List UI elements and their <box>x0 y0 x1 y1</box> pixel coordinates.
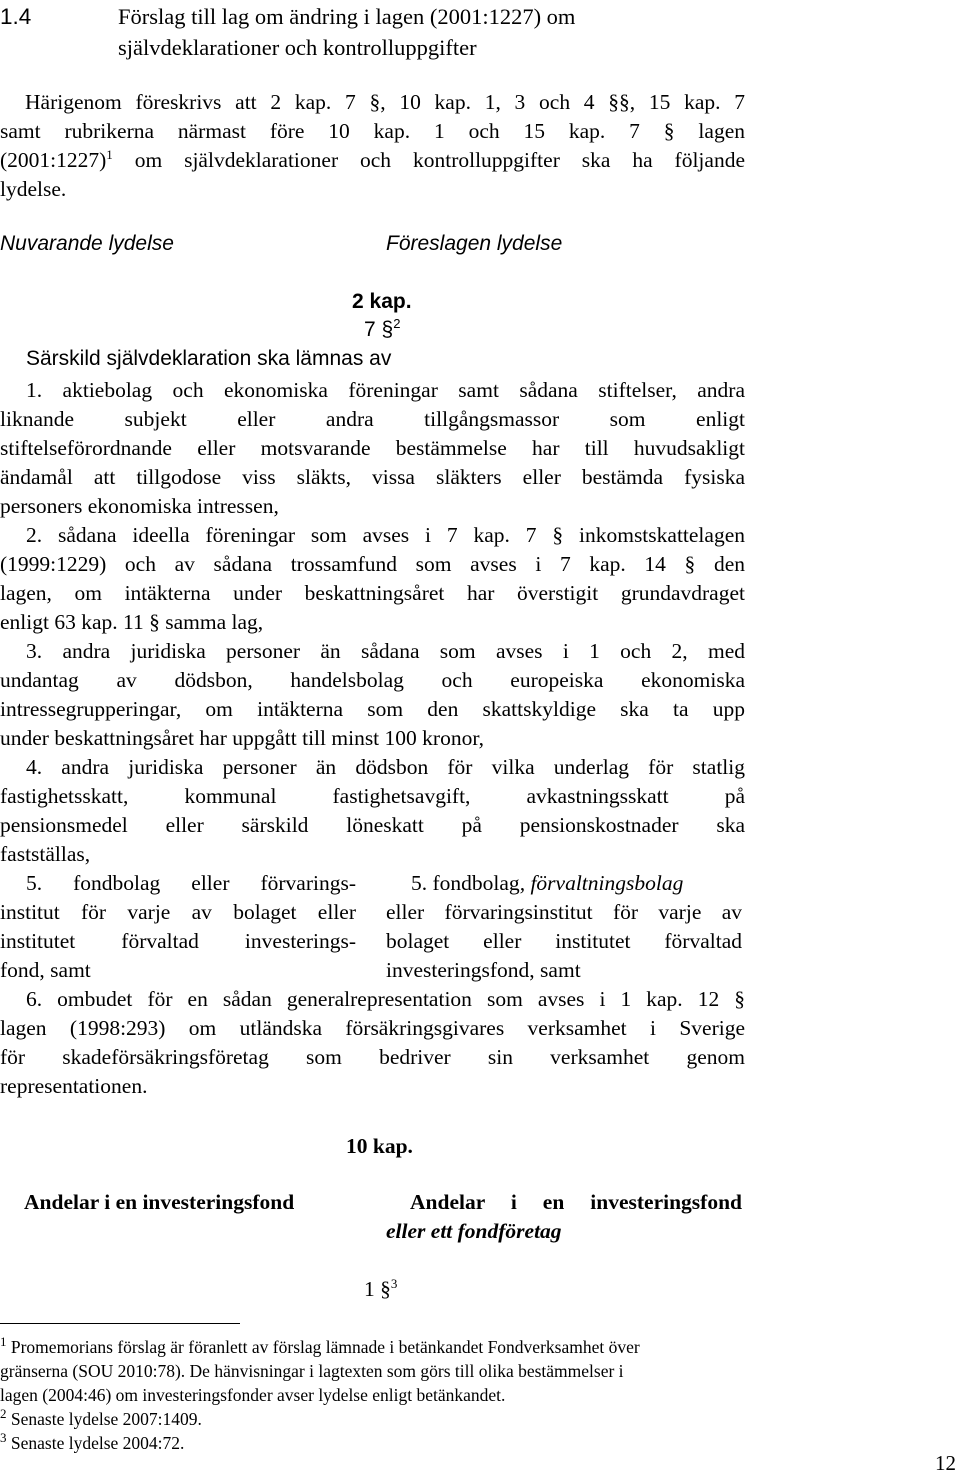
item4-line1: 4. andra juridiska personer än dödsbon för vilka underlag för statlig <box>26 755 745 779</box>
item5-current-line1: 5. fondbolag eller förvarings- <box>26 871 356 895</box>
item1-line2: liknande subjekt eller andra tillgångsmassor som enligt <box>0 407 745 431</box>
intro-line2: samt rubrikerna närmast före 10 kap. 1 och 15 kap. 7 § lagen <box>0 119 745 143</box>
footnote-ref-1: 1 <box>106 146 113 162</box>
item2-line1: 2. sådana ideella föreningar som avses i 7 kap. 7 § inkomstskattelagen <box>26 523 745 547</box>
item5-current-line2: institut för varje av bolaget eller <box>0 900 356 924</box>
item1-line5: personers ekonomiska intressen, <box>0 494 279 518</box>
footnote-3-text: Senaste lydelse 2004:72. <box>6 1433 185 1453</box>
chapter-10-heading: 10 kap. <box>346 1134 413 1158</box>
chapter-10-proposed-title-line1: Andelar i en investeringsfond <box>410 1190 742 1214</box>
item6-line3: för skadeförsäkringsföretag som bedriver sin verksamhet genom <box>0 1045 745 1069</box>
footnote-1-line1 <box>0 1336 640 1358</box>
intro-line4: lydelse. <box>0 177 67 201</box>
intro-line1: Härigenom föreskrivs att 2 kap. 7 §, 10 kap. 1, 3 och 4 §§, 15 kap. 7 <box>25 90 745 114</box>
footnote-1-line3: lagen (2004:46) om investeringsfonder avser lydelse enligt betänkandet. <box>0 1385 506 1405</box>
section-number: 1.4 <box>0 4 32 29</box>
chapter-10-current-title: Andelar i en investeringsfond <box>24 1190 295 1214</box>
item6-line4: representationen. <box>0 1074 148 1098</box>
paragraph-number: 7 § <box>364 318 394 341</box>
intro-line3 <box>0 146 745 175</box>
item3-line4: under beskattningsåret har uppgått till minst 100 kronor, <box>0 726 484 750</box>
item4-line3: pensionsmedel eller särskild löneskatt på pensionskostnader ska <box>0 813 745 837</box>
column-header-current: Nuvarande lydelse <box>0 232 174 255</box>
item1-line3: stiftelseförordnande eller motsvarande bestämmelse har till huvudsakligt <box>0 436 745 460</box>
item3-line1: 3. andra juridiska personer än sådana som avses i 1 och 2, med <box>26 639 745 663</box>
paragraph-number: 1 § <box>364 1277 391 1301</box>
item5-proposed-text: 5. fondbolag <box>411 871 520 895</box>
item2-line3: lagen, om intäkterna under beskattningsåret har överstigit grundavdraget <box>0 581 745 605</box>
item5-proposed-line4: investeringsfond, samt <box>386 958 581 982</box>
item2-line4: enligt 63 kap. 11 § samma lag, <box>0 610 264 634</box>
footnote-ref-3: 3 <box>390 1275 398 1291</box>
item3-line2: undantag av dödsbon, handelsbolag och europeiska ekonomiska <box>0 668 745 692</box>
footnote-2-text: Senaste lydelse 2007:1409. <box>6 1409 202 1429</box>
item4-line4: fastställas, <box>0 842 91 866</box>
section-title-line2: självdeklarationer och kontrolluppgifter <box>118 35 477 60</box>
intro-line3-rest: om självdeklarationer och kontrolluppgifter ska ha följande <box>112 148 745 172</box>
footnote-3-mark: 3 <box>0 1430 7 1446</box>
item5-proposed-inserted-text: , förvaltningsbolag <box>519 871 684 895</box>
chapter-10-paragraph <box>364 1277 397 1302</box>
footnote-1-mark: 1 <box>0 1334 7 1350</box>
item6-line1: 6. ombudet för en sådan generalrepresentation som avses i 1 kap. 12 § <box>26 987 745 1011</box>
footnote-2 <box>0 1408 202 1430</box>
intro-law-ref: (2001:1227) <box>0 148 107 172</box>
footnote-1-text: Promemorians förslag är föranlett av förslag lämnade i betänkandet Fondverksamhet över <box>6 1337 640 1357</box>
footnote-1-line2: gränserna (SOU 2010:78). De hänvisningar i lagtexten som görs till olika bestämmelser i <box>0 1361 624 1381</box>
item5-proposed-line2: eller förvaringsinstitut för varje av <box>386 900 742 924</box>
item1-line1: 1. aktiebolag och ekonomiska föreningar samt sådana stiftelser, andra <box>26 378 745 402</box>
footnote-2-mark: 2 <box>0 1406 7 1422</box>
footnote-3 <box>0 1432 184 1454</box>
item5-current-line4: fond, samt <box>0 958 91 982</box>
chapter-2-heading: 2 kap. <box>352 290 412 313</box>
footnote-ref-2: 2 <box>393 316 401 331</box>
item1-line4: ändamål att tillgodose viss släkts, vissa släkters eller bestämda fysiska <box>0 465 745 489</box>
section-title-line1: Förslag till lag om ändring i lagen (2001:1227) om <box>118 4 576 29</box>
item3-line3: intressegrupperingar, om intäkterna som den skattskyldige ska ta upp <box>0 697 745 721</box>
chapter-2-lead: Särskild självdeklaration ska lämnas av <box>26 347 392 370</box>
chapter-10-proposed-title-line2: eller ett fondföretag <box>386 1219 562 1243</box>
item6-line2: lagen (1998:293) om utländska försäkringsgivares verksamhet i Sverige <box>0 1016 745 1040</box>
item5-proposed-line1 <box>411 869 683 898</box>
item5-current-line3: institutet förvaltad investerings- <box>0 929 356 953</box>
item2-line2: (1999:1229) och av sådana trossamfund som avses i 7 kap. 14 § den <box>0 552 745 576</box>
footnote-separator <box>0 1323 240 1324</box>
column-header-proposed: Föreslagen lydelse <box>386 232 563 255</box>
page-number: 12 <box>935 1451 956 1475</box>
chapter-2-paragraph <box>364 318 400 342</box>
item4-line2: fastighetsskatt, kommunal fastighetsavgift, avkastningsskatt på <box>0 784 745 808</box>
item5-proposed-line3: bolaget eller institutet förvaltad <box>386 929 742 953</box>
